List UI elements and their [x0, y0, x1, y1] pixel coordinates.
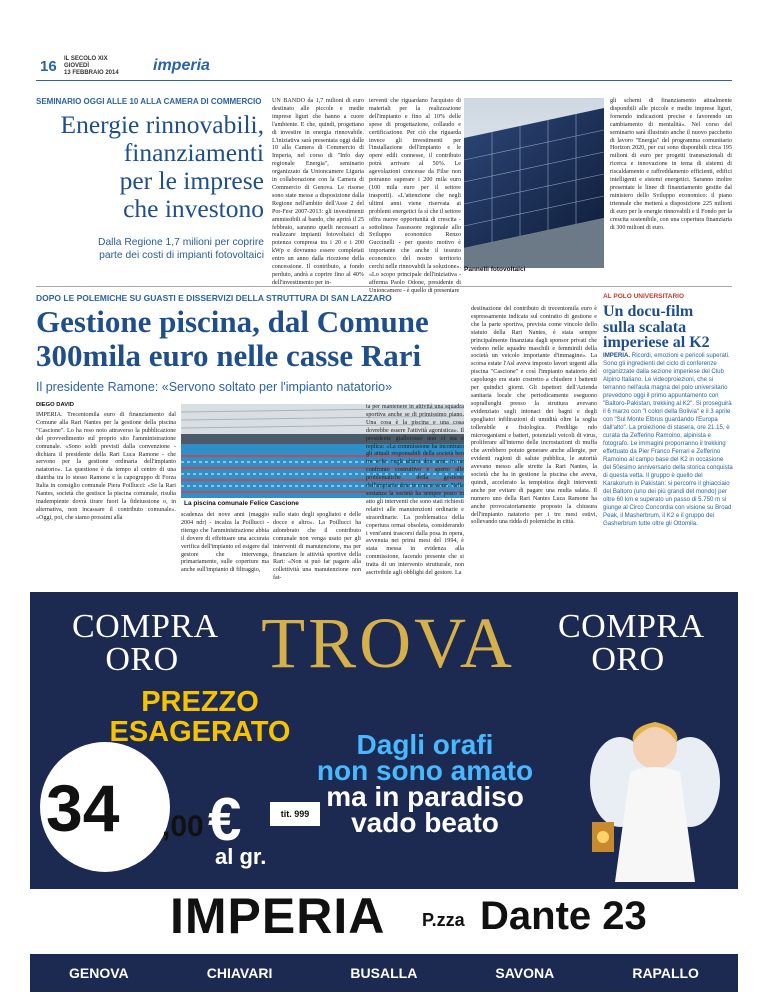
euro-icon: €: [208, 786, 242, 853]
article1-kicker: SEMINARIO OGGI ALLE 10 ALLA CAMERA DI COMMERCIO: [36, 97, 262, 106]
ad-slogan-line: non sono amato: [316, 755, 534, 786]
ad-compra-oro-right: [558, 608, 705, 678]
sidebar-title-line: sulla scalata: [603, 318, 687, 336]
sidebar-lead: IMPERIA.: [603, 352, 631, 359]
page-number: 16: [40, 58, 57, 75]
ad-slogan: [270, 729, 580, 838]
article2-title-line: 300mila euro nelle casse Rari: [36, 338, 422, 373]
article2-column-1: IMPERIA. Trecentomila euro di finanziamento dal Comune alla Rari Nantes per la gestione della piscina "Cascione". Lo ha reso noto attraverso la pubblicazione del provvedimento sul proprio sito l'amministrazione comunale. «Sono soldi previsti dalla convenzione - dichiara il presidente della Rari Luca Ramone - che servono per la gestione ordinaria dell'impianto natatorio». La questione è da tempo al centro di una diatriba tra lo stesso Ramone e la capogruppo di Forza Italia in consiglio comunale Piera Poillucci: «Se la Rari Nantes, società che gestisce la piscina comunale, risulta inadempiente dovrà tirare fuori la fideiussione o, in alternativa, non incassare il contributo comunale». «Oggi, poi, che siamo prossimi alla: [36, 412, 176, 521]
article1-subtitle: [36, 237, 264, 262]
masthead-day: GIOVEDÌ: [64, 63, 90, 70]
article2-column-3: sullo stato degli spogliatoi e delle docce e altro». La Poillucci ha adombrato che il contributo comunale non venga usato per gli interventi di manutenzione, ma per finanziare le attività sportive della Rari: «Non si può far pagare alla collettività una manutenzione non fat-: [273, 512, 361, 582]
article1-title-line: finanziamenti: [123, 138, 264, 167]
article1-photo-caption: Pannelli fotovoltaici: [464, 266, 526, 273]
sidebar-text: Ricordi, emozioni e pericoli superati. Sono gli ingredienti del ciclo di conferenze organizzate dalla sezione imperiese del Club Alpino Italiano. Le videoproiezioni, che si terranno nell'aula magna del polo universitario prevedono oggi il primo appuntamento con "Baltoro-Pakistan, trekking al K2". Si proseguirà il 6 marzo con "I colori della Bolivia" e il 3 aprile con "Sul Monte Elbrus guardando l'Europa dall'alto". La proiezione di stasera, ore 21.15, è curata da Zefferino Ramoino, alpinista e fotografo. Le immagini proporranno il trekking effettuato da Pier Franco Ferrari e Zefferino Ramoino al campo base del K2 in occasione del 50esimo anniversario della storica conquista di questa vetta. Il gruppo è quello del Karakorum in Pakistan: si percorre il ghiacciaio del Baltoro (uno dei più grandi del mondo) per oltre 60 km e superato un passo di 5.750 m si giunge al Circo Concordia con visione su Broad Peak, il Masherbrum, il K2 e il gruppo dei Gasherbrum tutte oltre gli Ottomila.: [603, 352, 733, 527]
section-divider: [36, 286, 732, 287]
ad-oro-line: ORO: [591, 641, 665, 678]
ad-compra-line: COMPRA: [72, 608, 219, 645]
ad-prezzo-line: PREZZO: [141, 686, 259, 718]
sidebar-title: [603, 304, 733, 351]
article2-column-2: scadenza dei nove anni (maggio 2004 ndr) - incalza la Poillucci - ritengo che l'amministrazione abbia il dovere di effettuare una accurata verifica dell'impianto ed esigere dal gestore che intervenga, primariamente, sulle coperture ma anche sull'impianto di filtraggio,: [181, 512, 269, 574]
article1-column-1: UN BANDO da 1,7 milioni di euro destinato alle piccole e medie imprese liguri che hanno a cuore l'ambiente. E che, quindi, progettano di investire in energia rinnovabile. L'iniziativa sarà presentata oggi dalle 10 alla Camera di Commercio di Imperia, nel corso di "Info day regionale Energia", seminario organizzato da Unioncamere Liguria in collaborazione con la Camera di Commercio di Genova. Le risorse sono state messe a disposizione dalla Regione nell'ambito dell'Asse 2 del Por-Fesr 2007-2013: gli investimenti ammissibili al bando, che aprirà il 25 febbraio, saranno quelli necessari a realizzare impianti fotovoltaici di potenza compresa tra i 20 e i 200 kWp e dovranno essere completati entro un anno dalla ricezione della concessione. Il contributo, a fondo perduto, andrà a coprire fino al 40% dell'investimento per in-: [272, 98, 364, 286]
article2-subtitle: Il presidente Ramone: «Servono soltato per l'impianto natatorio»: [36, 380, 393, 394]
gold-advertisement: [30, 592, 738, 992]
ad-purity: tit. 999: [270, 802, 320, 826]
article1-title-line: per le imprese: [119, 166, 264, 195]
masthead-date: 13 FEBBRAIO 2014: [64, 70, 119, 77]
article1-title: [36, 111, 264, 223]
ad-brand-logo: TROVA: [261, 603, 515, 683]
ad-slogan-line: ma in paradiso: [326, 781, 524, 812]
article2-title: [36, 305, 496, 373]
header-rule: [36, 80, 732, 81]
article2-column-5: destinazione del contributo di trecentomila euro è espressamente indicata sul contratto di gestione e che la parte sportiva, prevista come vincolo dello statuto della Rari Nantes, è stata sempre principalmente finanziata dagli sponsor privati che vedono nelle squadre maschili e femminili della società un veicolo importante d'immagine». La scorsa estate l'Asl aveva imposto lavori urgenti alla piscina "Cascione" e così l'impianto natatorio del capoluogo era stato costretto a chiudere i battenti per quindici giorni. Gli ispettori dell'Azienda sanitaria locale che periodicamente eseguono sopralluoghi presso la struttura avevano evidenziato sugli intonaci dei bagni e degli spogliatoi infiltrazioni di umidità oltre la soglia tollerabile e fisiologica. Predilige ndo microrganismi e batteri, potenziali veicoli di virus, proliferare all'interno delle incrostazioni di muffa che avrebbero potuto generare anche allergie, per evidenti ragioni di salute pubblica, le autorità avevano messo alle strette la Rari Nantes, la società che ha in gestione la piscina che aveva, quindi, accelerato la tempistica degli interventi anche per evitare di pagare una multa salata. Il numero uno della Rari Nantes Luca Ramone ha anche provocatoriamente proposto la chiusura dell'impianto natatorio per i tre mesi estivi, sollevando una ridda di polemiche in città.: [471, 306, 597, 526]
ad-cities-bar: [30, 954, 738, 992]
ad-slogan-line: vado beato: [351, 807, 499, 838]
article2-column-4: ta per mantenere in attività una squadra sportiva anche se di primissimo piano. Una cosa è la piscina e una cosa dovrebbe essere l'attività agonistica». Il presidente giallorosso non ci sta e replica: «La commissione ha incontrato gli attuali responsabili della società ben tre volte negli ultimi due anni, in un confronto costruttivo e aperto alle problematiche della gestione dell'impianto dato in concessione. Nella sostanza la società ha sempre posto in atto gli interventi che sono stati richiesti relativi alle manutenzioni ordinarie e straordinarie. La problematica della copertura ormai obsoleta, considerando i vent'anni trascorsi dalla posa in opera, avvenuta nei primi mesi del 1994, è stata messa in evidenza alla commissione, facendo presente che si tratta di un intervento strutturale, non ascrivibile agli obblighi del gestore. La: [366, 404, 464, 577]
ad-piazza: P.zza: [422, 910, 465, 930]
angel-icon: [590, 702, 720, 887]
ad-price-decimals: ,00: [162, 810, 204, 843]
ad-compra-line: COMPRA: [558, 608, 705, 645]
sidebar-title-line: imperiese al K2: [603, 334, 710, 351]
section-title: imperia: [153, 57, 210, 74]
article2-title-line: Gestione piscina, dal Comune: [36, 304, 429, 339]
article1-column-2: terventi che riguardano l'acquisto di materiali per la realizzazione dell'impianto e fino al 10% delle spese di progettazione, collaudo e certificazione. Per ciò che riguarda invece gli investimenti per l'installazione dell'impianto e le opere edili connesse, il contributo potrà arrivare al 50%. Le agevolazioni concesse da Filse non potranno superare i 200 mila euro (100 mila euro per il settore trasporti). «L'attenzione che negli ultimi anni viene riservata ai problemi energetici fa sì che il settore offra nuove opportunità di crescita - sottolinea l'assessore regionale allo Sviluppo economico Renzo Guccinelli - per questo motivo è importante che anche il tessuto economico del nostro territorio cerchi nelle rinnovabili la soluzione». «Lo scopo principale dell'iniziativa - afferma Paolo Odone, presidente di Unioncamere - è quello di presentare: [369, 98, 461, 294]
article1-subtitle-line: Dalla Regione 1,7 milioni per coprire: [98, 237, 264, 248]
article1-title-line: Energie rinnovabili,: [60, 110, 264, 139]
masthead-paper: IL SECOLO XIX: [64, 56, 108, 62]
ad-city-item: RAPALLO: [632, 965, 699, 981]
article1-column-3: gli schemi di finanziamento attualmente disponibili alle piccole e medie imprese liguri, fornendo indicazioni precise e favorendo un cambiamento di mentalità». Nel corso del seminario sarà illustrato anche il nuovo pacchetto di lavoro "Energia" del programma comunitario Horizon 2020, per cui sono disponibili circa 195 milioni di euro per progetti transnazionali di ricerca e innovazione in tema di sistemi di riscaldamento e raffreddamento efficienti, edifici intelligenti e sistemi energetici. Saranno inoltre presentate le linee di finanziamento gestite dal ministero dello Sviluppo economico: il piano triennale che metterà a disposizione 225 milioni di euro per le energie rinnovabili e il Fondo per la crescita sostenibile, con una copertura finanziaria di 300 milioni di euro.: [610, 98, 732, 231]
ad-slogan-line: Dagli orafi: [356, 729, 494, 760]
article1-subtitle-line: parte dei costi di impianti fotovoltaici: [99, 249, 264, 261]
ad-oro-line: ORO: [105, 641, 179, 678]
ad-esagerato-line: ESAGERATO: [109, 716, 291, 748]
article2-photo-caption: La piscina comunale Felice Cascione: [184, 500, 299, 507]
ad-compra-oro-left: [72, 608, 219, 678]
solar-panels-photo: [464, 98, 604, 268]
sidebar-body: [603, 352, 733, 528]
ad-city: IMPERIA: [170, 888, 386, 944]
ad-city-item: SAVONA: [495, 965, 555, 981]
masthead: [64, 56, 119, 78]
sidebar-title-line: Un docu-film: [603, 303, 694, 320]
ad-address: Dante 23: [480, 894, 647, 938]
ad-price-integer: 34: [46, 771, 120, 845]
ad-city-item: BUSALLA: [350, 965, 418, 981]
article2-kicker: DOPO LE POLEMICHE SU GUASTI E DISSERVIZI DELLA STRUTTURA DI SAN LAZZARO: [36, 293, 392, 303]
article1-title-line: che investono: [123, 194, 264, 223]
ad-city-item: GENOVA: [69, 965, 129, 981]
ad-city-item: CHIAVARI: [206, 965, 273, 981]
sidebar-kicker: AL POLO UNIVERSITARIO: [603, 293, 685, 300]
article2-author: DIEGO DAVID: [36, 402, 74, 408]
ad-per-gram: al gr.: [215, 844, 267, 869]
